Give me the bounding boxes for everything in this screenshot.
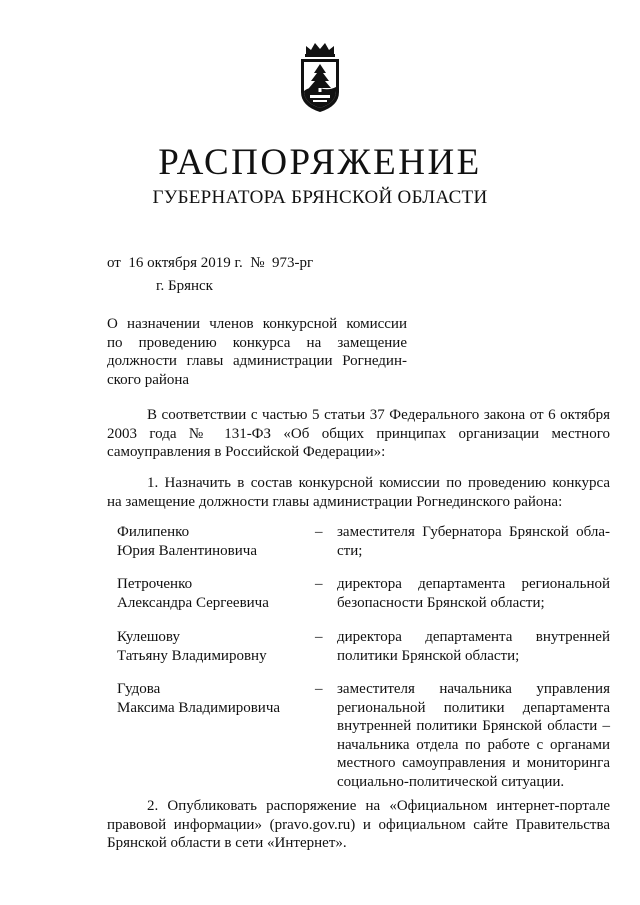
member-role — [337, 523, 610, 560]
item-2-line: правовой информации» (pravo.gov.ru) и официальном сайте Правительства — [107, 816, 610, 833]
member-role — [337, 575, 610, 612]
member-given-names: Александра Сергеевича — [117, 594, 269, 611]
member-role — [337, 680, 610, 791]
member-given-names: Юрия Валентиновича — [117, 542, 257, 559]
member-role-line: социально-политической ситуации. — [337, 773, 565, 790]
member-role-line: сти; — [337, 542, 363, 559]
preamble-line: 2003 года № 131-ФЗ «Об общих принципах организации местного — [107, 425, 610, 442]
item-1-line: на замещение должности главы администрации Рогнединского района: — [107, 493, 563, 510]
member-dash: – — [315, 576, 323, 592]
member-role-line: директора департамента внутренней — [337, 629, 610, 645]
member-given-names: Максима Владимировича — [117, 699, 281, 716]
document-city: г. Брянск — [156, 278, 213, 294]
member-surname: Петроченко — [117, 576, 193, 592]
member-role-line: региональной политики департамента — [337, 699, 610, 716]
member-name — [117, 680, 280, 717]
subject-line: по проведению конкурса на замещение — [107, 334, 407, 351]
member-role-line: политики Брянской области; — [337, 647, 520, 664]
item-1-paragraph — [107, 474, 610, 511]
item-2-paragraph — [107, 797, 610, 853]
preamble-paragraph — [107, 406, 610, 462]
bryansk-coat-of-arms-icon — [297, 40, 343, 116]
member-role-line: внутренней политики Брянской области – — [337, 718, 610, 734]
item-2-line: 2. Опубликовать распоряжение на «Официальном интернет-портале — [147, 798, 610, 814]
document-date-number: от 16 октября 2019 г. № 973-рг — [107, 255, 314, 271]
member-dash: – — [315, 524, 323, 540]
member-role-line: безопасности Брянской области; — [337, 594, 545, 611]
preamble-line: самоуправления в Российской Федерации»: — [107, 444, 386, 460]
member-role-line: местного самоуправления и мониторинга — [337, 755, 610, 771]
item-1-line: 1. Назначить в состав конкурсной комиссии по проведению конкурса — [147, 475, 610, 491]
subject-line: ского района — [107, 371, 190, 388]
member-name — [117, 628, 267, 665]
member-dash: – — [315, 629, 323, 645]
subject-line: должности главы администрации Рогнедин- — [107, 353, 407, 369]
member-role-line: заместителя начальника управления — [337, 681, 610, 697]
member-surname: Гудова — [117, 681, 161, 697]
member-given-names: Татьяну Владимировну — [117, 647, 267, 664]
member-role-line: директора департамента региональной — [337, 576, 610, 592]
item-2-line: Брянской области в сети «Интернет». — [107, 835, 347, 851]
member-name — [117, 523, 257, 560]
member-name — [117, 575, 269, 612]
preamble-line: В соответствии с частью 5 статьи 37 Федерального закона от 6 октября — [147, 407, 610, 423]
member-surname: Кулешову — [117, 629, 180, 645]
member-role-line: заместителя Губернатора Брянской обла- — [337, 524, 610, 540]
member-dash: – — [315, 681, 323, 697]
member-role-line: начальника отдела по работе с органами — [337, 736, 610, 753]
page-title: РАСПОРЯЖЕНИЕ — [158, 142, 482, 183]
subject-line: О назначении членов конкурсной комиссии — [107, 316, 407, 332]
member-surname: Филипенко — [117, 524, 190, 540]
member-role — [337, 628, 610, 665]
document-subject — [107, 315, 407, 389]
page-subtitle: ГУБЕРНАТОРА БРЯНСКОЙ ОБЛАСТИ — [152, 187, 488, 208]
